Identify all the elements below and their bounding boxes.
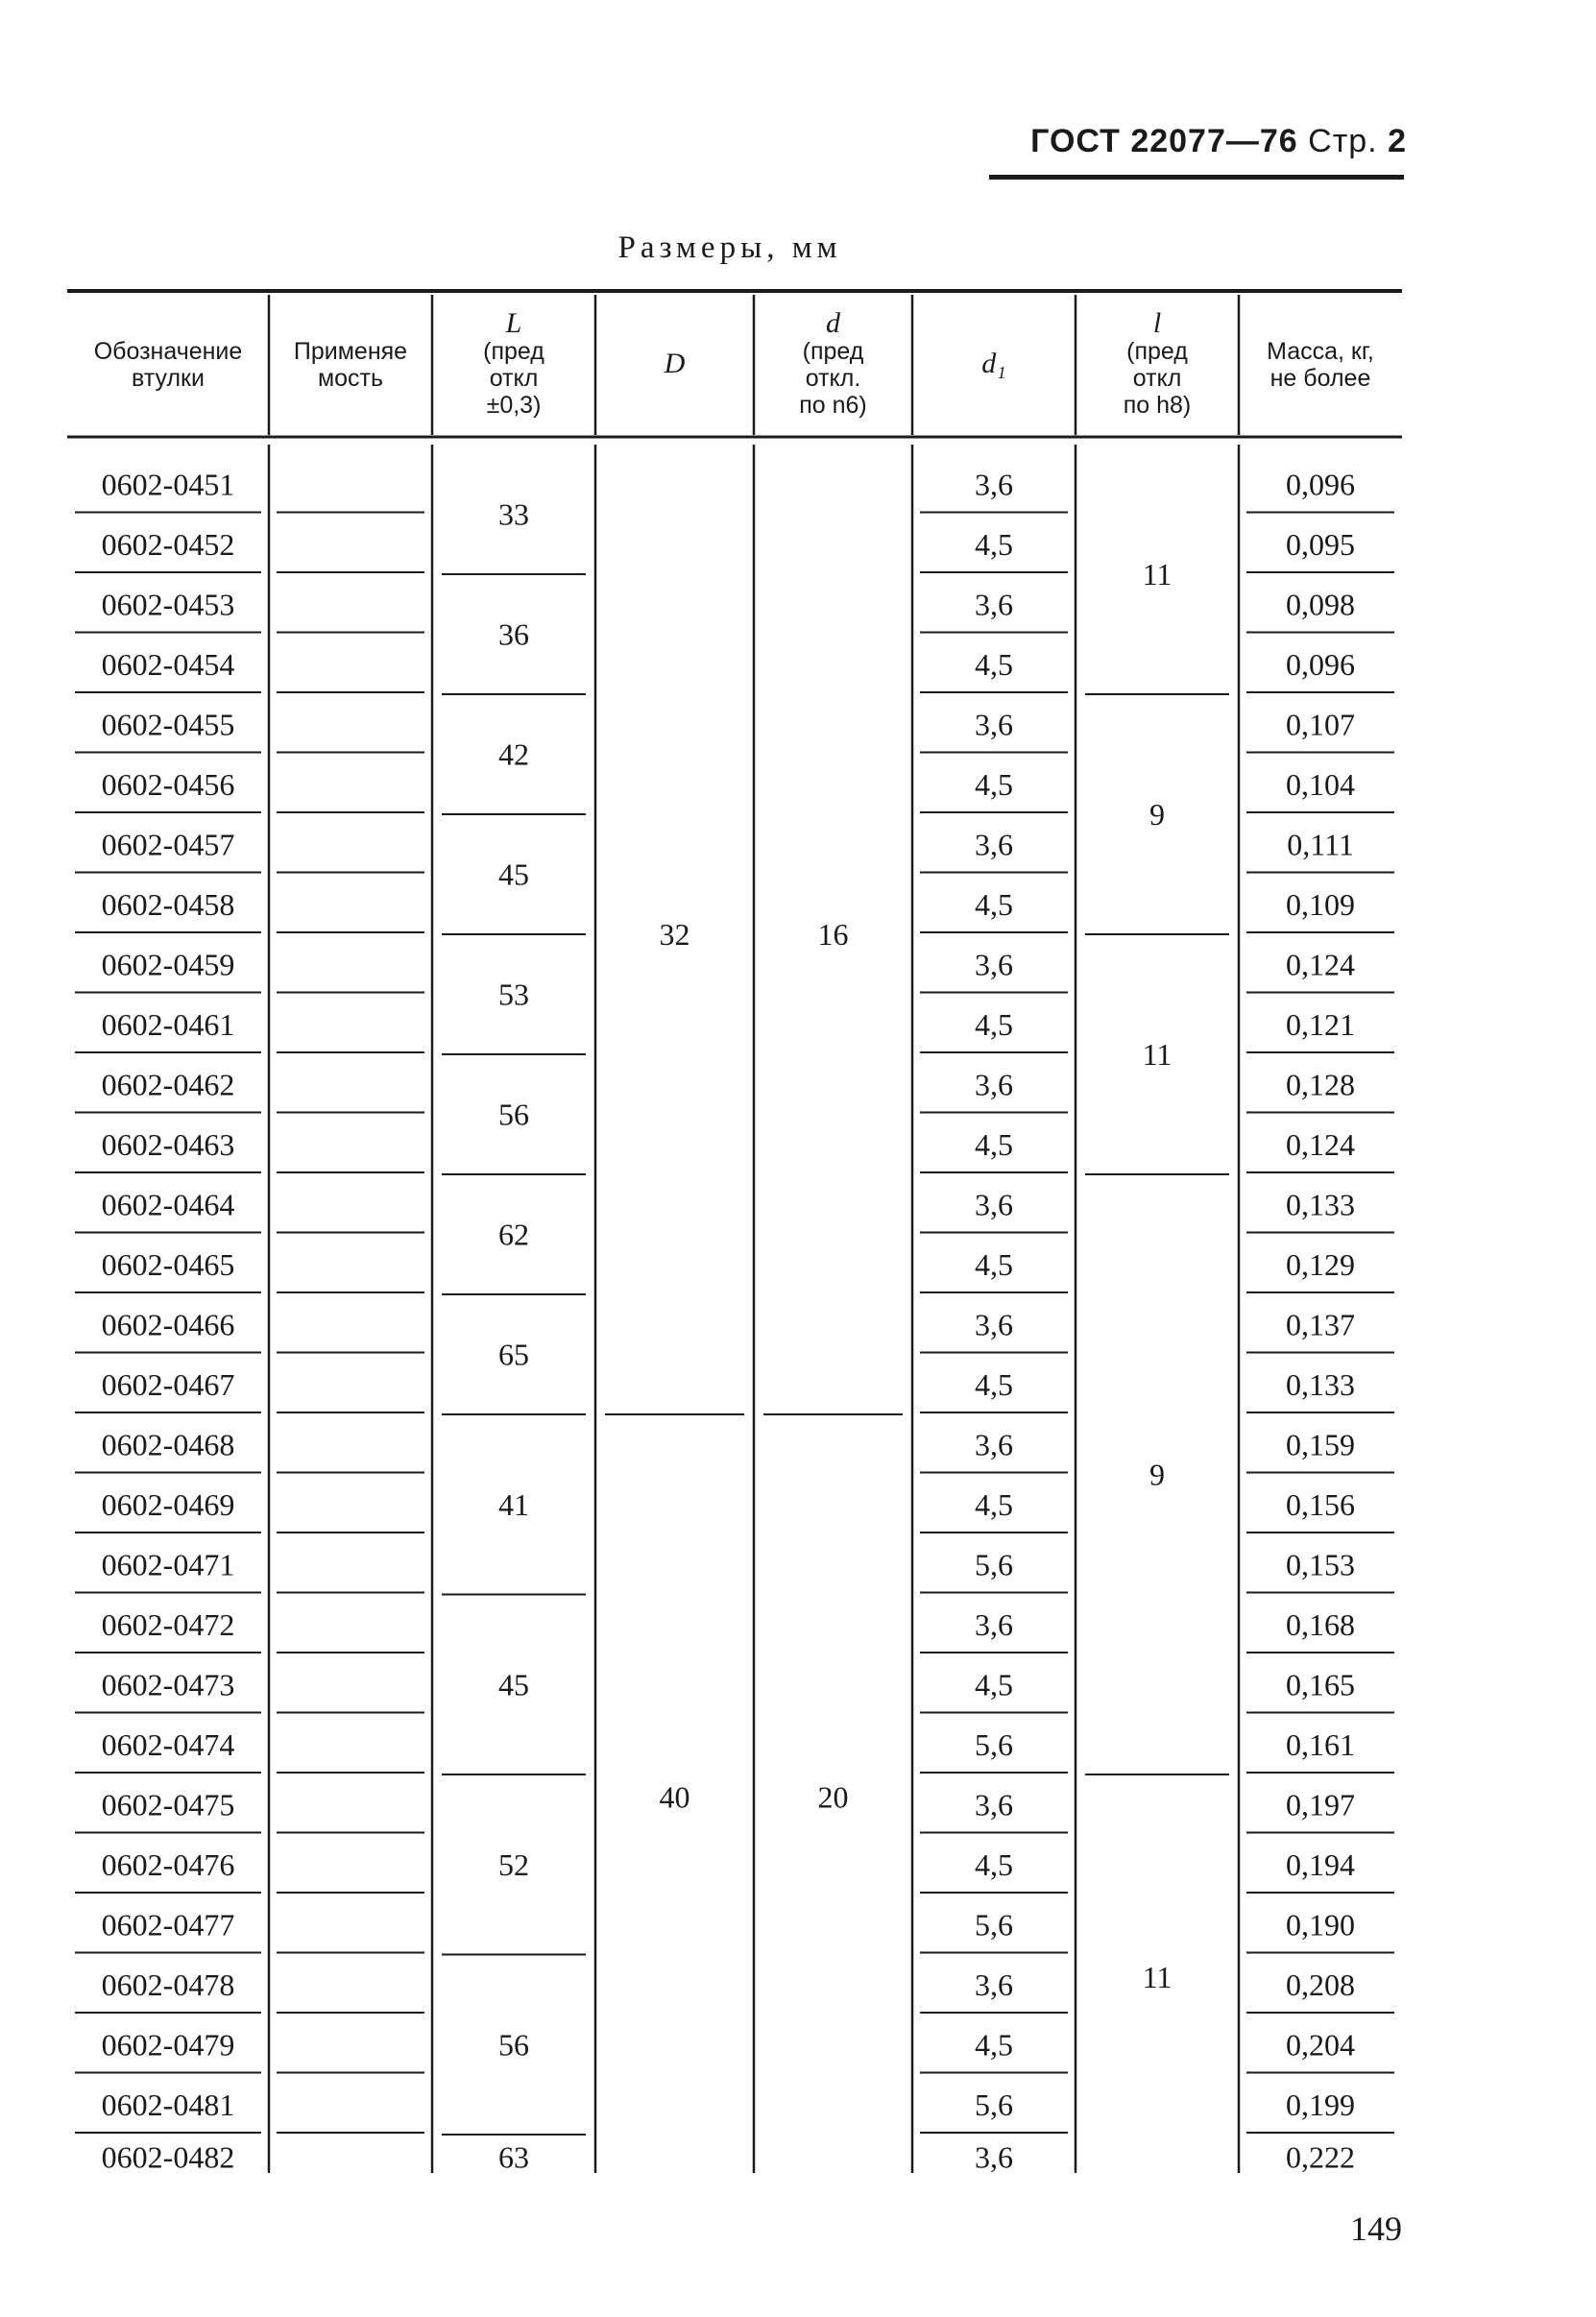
header-label-mass: не более <box>1270 365 1371 392</box>
designation-cell: 0602-0468 <box>101 1427 235 1462</box>
header-label-applicability: Применяе <box>293 338 408 365</box>
mass-cell: 0,194 <box>1286 1846 1355 1882</box>
mass-cell: 0,095 <box>1286 526 1355 562</box>
designation-cell: 0602-0482 <box>101 2139 235 2173</box>
designation-cell: 0602-0463 <box>101 1126 235 1162</box>
d1-cell: 3,6 <box>975 1427 1013 1462</box>
d1-cell: 4,5 <box>975 2027 1013 2063</box>
d1-cell: 4,5 <box>975 1126 1013 1162</box>
L-group-cell: 52 <box>498 1846 529 1882</box>
header-symbol-D: D <box>664 348 686 379</box>
mass-cell: 0,129 <box>1286 1246 1355 1282</box>
designation-cell: 0602-0465 <box>101 1246 235 1282</box>
designation-cell: 0602-0457 <box>101 827 235 862</box>
header-label-d: откл. <box>805 365 861 392</box>
l-group-cell: 9 <box>1149 1457 1165 1492</box>
designation-cell: 0602-0477 <box>101 1907 235 1943</box>
d1-cell: 4,5 <box>975 766 1013 802</box>
mass-cell: 0,222 <box>1286 2139 1355 2173</box>
page-number: 149 <box>1350 2209 1402 2248</box>
mass-cell: 0,096 <box>1286 467 1355 502</box>
designation-cell: 0602-0476 <box>101 1846 235 1882</box>
d1-cell: 3,6 <box>975 1187 1013 1222</box>
d1-cell: 4,5 <box>975 646 1013 682</box>
l-group-cell: 11 <box>1142 1037 1173 1072</box>
d1-cell: 3,6 <box>975 1307 1013 1342</box>
header-label-l: (пред <box>1126 338 1188 365</box>
d1-cell: 5,6 <box>975 1547 1013 1582</box>
mass-cell: 0,165 <box>1286 1667 1355 1702</box>
d1-cell: 3,6 <box>975 827 1013 862</box>
header-label-d: по n6) <box>799 392 867 419</box>
d1-cell: 4,5 <box>975 886 1013 922</box>
L-group-cell: 45 <box>498 1667 529 1702</box>
mass-cell: 0,133 <box>1286 1187 1355 1222</box>
header-symbol-d: d <box>826 307 840 339</box>
L-group-cell: 56 <box>498 1097 529 1132</box>
d1-cell: 5,6 <box>975 1907 1013 1943</box>
header-label-designation: Обозначение <box>93 338 243 365</box>
designation-cell: 0602-0454 <box>101 646 235 682</box>
designation-cell: 0602-0478 <box>101 1967 235 2002</box>
d1-cell: 3,6 <box>975 707 1013 742</box>
designation-cell: 0602-0459 <box>101 947 235 982</box>
mass-cell: 0,124 <box>1286 1126 1355 1162</box>
mass-cell: 0,128 <box>1286 1067 1355 1102</box>
mass-cell: 0,161 <box>1286 1726 1355 1762</box>
D-group-cell: 40 <box>659 1779 690 1815</box>
mass-cell: 0,109 <box>1286 886 1355 922</box>
d1-cell: 4,5 <box>975 1006 1013 1042</box>
designation-cell: 0602-0453 <box>101 587 235 622</box>
l-group-cell: 11 <box>1142 1960 1173 1994</box>
L-group-cell: 56 <box>498 2027 529 2063</box>
mass-cell: 0,121 <box>1286 1006 1355 1042</box>
mass-cell: 0,199 <box>1286 2087 1355 2122</box>
mass-cell: 0,204 <box>1286 2027 1355 2063</box>
L-group-cell: 63 <box>498 2139 529 2173</box>
designation-cell: 0602-0471 <box>101 1547 235 1582</box>
L-group-cell: 53 <box>498 977 529 1012</box>
designation-cell: 0602-0472 <box>101 1606 235 1642</box>
table-caption: Размеры, мм <box>617 230 842 265</box>
mass-cell: 0,190 <box>1286 1907 1355 1943</box>
mass-cell: 0,098 <box>1286 587 1355 622</box>
header-symbol-L: L <box>505 307 522 339</box>
d1-cell: 3,6 <box>975 947 1013 982</box>
L-group-cell: 65 <box>498 1337 529 1372</box>
header-label-l: по h8) <box>1123 392 1192 419</box>
D-group-cell: 32 <box>659 917 690 952</box>
d1-cell: 4,5 <box>975 1366 1013 1402</box>
l-group-cell: 11 <box>1142 557 1173 591</box>
d1-cell: 3,6 <box>975 467 1013 502</box>
dimensions-table <box>67 281 1402 2173</box>
header-symbol-d1: d₁ <box>981 348 1006 379</box>
d1-cell: 3,6 <box>975 587 1013 622</box>
mass-cell: 0,104 <box>1286 766 1355 802</box>
d1-cell: 3,6 <box>975 1067 1013 1102</box>
d1-cell: 3,6 <box>975 1967 1013 2002</box>
l-group-cell: 9 <box>1149 797 1165 832</box>
mass-cell: 0,197 <box>1286 1787 1355 1822</box>
designation-cell: 0602-0479 <box>101 2027 235 2063</box>
designation-cell: 0602-0451 <box>101 467 235 502</box>
designation-cell: 0602-0466 <box>101 1307 235 1342</box>
header-label-L: откл <box>489 365 539 392</box>
designation-cell: 0602-0474 <box>101 1726 235 1762</box>
mass-cell: 0,156 <box>1286 1486 1355 1522</box>
header-label-d: (пред <box>802 338 864 365</box>
header-page-number: 2 <box>1388 123 1407 159</box>
designation-cell: 0602-0467 <box>101 1366 235 1402</box>
d1-cell: 4,5 <box>975 1667 1013 1702</box>
designation-cell: 0602-0455 <box>101 707 235 742</box>
mass-cell: 0,107 <box>1286 707 1355 742</box>
d-group-cell: 16 <box>817 917 849 952</box>
mass-cell: 0,168 <box>1286 1606 1355 1642</box>
L-group-cell: 45 <box>498 857 529 892</box>
mass-cell: 0,208 <box>1286 1967 1355 2002</box>
designation-cell: 0602-0452 <box>101 526 235 562</box>
d1-cell: 3,6 <box>975 2139 1013 2173</box>
d1-cell: 3,6 <box>975 1787 1013 1822</box>
header-label-L: ±0,3) <box>486 392 542 419</box>
header-label-mass: Масса, кг, <box>1267 338 1374 365</box>
d1-cell: 4,5 <box>975 1246 1013 1282</box>
L-group-cell: 42 <box>498 736 529 772</box>
designation-cell: 0602-0456 <box>101 766 235 802</box>
designation-cell: 0602-0464 <box>101 1187 235 1222</box>
L-group-cell: 62 <box>498 1217 529 1252</box>
designation-cell: 0602-0469 <box>101 1486 235 1522</box>
designation-cell: 0602-0458 <box>101 886 235 922</box>
mass-cell: 0,111 <box>1287 827 1354 862</box>
d1-cell: 5,6 <box>975 1726 1013 1762</box>
L-group-cell: 41 <box>498 1486 529 1522</box>
d1-cell: 4,5 <box>975 1486 1013 1522</box>
mass-cell: 0,137 <box>1286 1307 1355 1342</box>
designation-cell: 0602-0475 <box>101 1787 235 1822</box>
L-group-cell: 33 <box>498 496 529 532</box>
header-label-applicability: мость <box>317 365 384 392</box>
d1-cell: 3,6 <box>975 1606 1013 1642</box>
designation-cell: 0602-0462 <box>101 1067 235 1102</box>
mass-cell: 0,153 <box>1286 1547 1355 1582</box>
L-group-cell: 36 <box>498 616 529 652</box>
header-label-designation: втулки <box>132 365 205 392</box>
header-label-L: (пред <box>483 338 544 365</box>
header-symbol-l: l <box>1152 307 1162 339</box>
designation-cell: 0602-0461 <box>101 1006 235 1042</box>
header-label-l: откл <box>1132 365 1182 392</box>
d1-cell: 5,6 <box>975 2087 1013 2122</box>
d1-cell: 4,5 <box>975 526 1013 562</box>
d1-cell: 4,5 <box>975 1846 1013 1882</box>
header-rule <box>989 175 1404 180</box>
mass-cell: 0,096 <box>1286 646 1355 682</box>
designation-cell: 0602-0473 <box>101 1667 235 1702</box>
mass-cell: 0,124 <box>1286 947 1355 982</box>
standard-number: ГОСТ 22077—76 <box>1030 123 1298 159</box>
d-group-cell: 20 <box>817 1779 849 1815</box>
mass-cell: 0,133 <box>1286 1366 1355 1402</box>
mass-cell: 0,159 <box>1286 1427 1355 1462</box>
designation-cell: 0602-0481 <box>101 2087 235 2122</box>
page-label: Стр. <box>1308 123 1378 159</box>
